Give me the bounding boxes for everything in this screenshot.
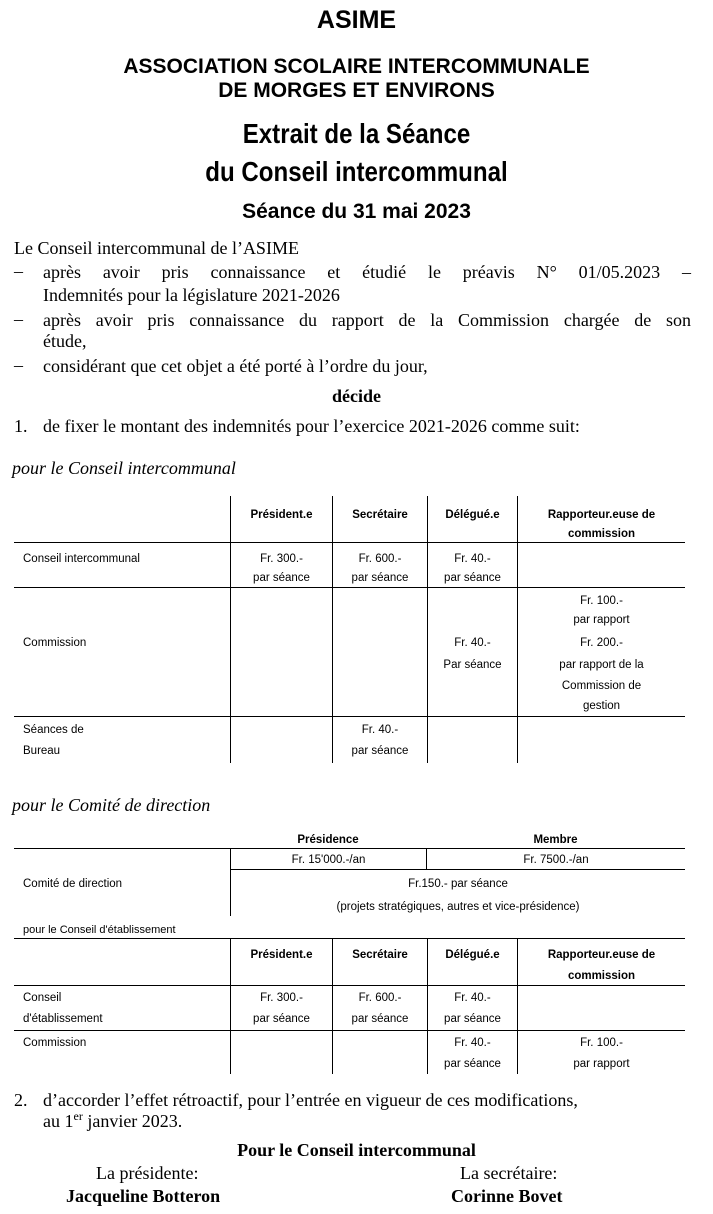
cell-note: (projets stratégiques, autres et vice-présidence) bbox=[336, 901, 580, 913]
bullet-dash: – bbox=[14, 309, 23, 329]
decision2-number: 2. bbox=[14, 1090, 28, 1110]
cell-value: Fr. 100.- bbox=[580, 1037, 623, 1049]
cell-value: Fr. 300.- bbox=[260, 992, 303, 1004]
column-header-delegate: Délégué.e bbox=[445, 509, 500, 521]
cell-unit: par séance bbox=[253, 1013, 310, 1025]
cell-value: Fr. 600.- bbox=[358, 553, 402, 565]
cell-unit: par séance bbox=[444, 1058, 501, 1070]
cell-value: Fr. 40.- bbox=[454, 992, 491, 1004]
column-header-rapporteur: Rapporteur.euse de bbox=[547, 949, 656, 961]
document-title-line2: du Conseil intercommunal bbox=[205, 156, 508, 187]
column-header-rapporteur-line2: commission bbox=[567, 970, 636, 982]
decision2-line1: d’accorder l’effet rétroactif, pour l’entrée en vigueur de ces modifications, bbox=[43, 1090, 578, 1110]
column-header-president: Président.e bbox=[250, 509, 313, 521]
row-label-commission: Commission bbox=[23, 1037, 87, 1049]
cell-value: Fr.150.- par séance bbox=[408, 878, 508, 890]
signature-heading: Pour le Conseil intercommunal bbox=[237, 1140, 476, 1160]
decision2-line2-post: janvier 2023. bbox=[82, 1111, 183, 1131]
column-header-delegate: Délégué.e bbox=[445, 949, 500, 961]
cell-unit: gestion bbox=[582, 700, 621, 712]
decide-heading: décide bbox=[332, 386, 381, 406]
cell-value: Fr. 40.- bbox=[454, 1037, 491, 1049]
preamble-item1-line2: Indemnités pour la législature 2021-2026 bbox=[43, 285, 340, 305]
cell-value: Fr. 100.- bbox=[580, 595, 623, 607]
document-acronym: ASIME bbox=[316, 6, 397, 34]
decision2-line2-pre: au 1 bbox=[43, 1111, 74, 1131]
column-header-rapporteur: Rapporteur.euse de bbox=[547, 509, 656, 521]
cell-unit: Commission de bbox=[561, 680, 642, 692]
cell-value: Fr. 40.- bbox=[454, 553, 491, 565]
cell-unit: par rapport bbox=[573, 614, 630, 626]
cell-unit: par séance bbox=[253, 572, 310, 584]
row-label-conseil-etab: Conseil bbox=[23, 992, 62, 1004]
column-header-rapporteur-line2: commission bbox=[567, 528, 636, 540]
cell-value: Fr. 200.- bbox=[580, 637, 623, 649]
cell-value: Fr. 40.- bbox=[454, 637, 491, 649]
preamble-item2-line2: étude, bbox=[43, 331, 87, 351]
cell-value: Fr. 7500.-/an bbox=[523, 854, 589, 866]
table-etab-caption: pour le Conseil d'établissement bbox=[23, 924, 176, 936]
row-label-conseil-intercommunal: Conseil intercommunal bbox=[23, 553, 140, 565]
column-header-presidence: Présidence bbox=[297, 834, 359, 846]
cell-unit: par séance bbox=[351, 1013, 409, 1025]
preamble-intro: Le Conseil intercommunal de l’ASIME bbox=[14, 238, 299, 258]
cell-value: Fr. 300.- bbox=[260, 553, 303, 565]
cell-unit: par rapport de la bbox=[559, 659, 644, 671]
row-label-commission: Commission bbox=[23, 637, 87, 649]
column-header-membre: Membre bbox=[533, 834, 578, 846]
signature-left-name: Jacqueline Botteron bbox=[66, 1186, 221, 1206]
row-label-bureau: Séances de bbox=[23, 724, 84, 736]
preamble-item1-line1: après avoir pris connaissance et étudié le préavis N° 01/05.2023 – bbox=[43, 262, 691, 282]
decision1-number: 1. bbox=[14, 416, 28, 436]
ordinal-superscript: er bbox=[73, 1109, 83, 1123]
bullet-dash: – bbox=[14, 355, 23, 375]
preamble-item3: considérant que cet objet a été porté à l’ordre du jour, bbox=[43, 356, 428, 376]
row-label-comite-direction: Comité de direction bbox=[23, 878, 123, 890]
document-title-line1: Extrait de la Séance bbox=[242, 118, 471, 149]
cell-unit: par séance bbox=[351, 572, 409, 584]
signature-right-name: Corinne Bovet bbox=[451, 1186, 563, 1206]
column-header-secretary: Secrétaire bbox=[352, 949, 408, 961]
column-header-secretary: Secrétaire bbox=[352, 509, 408, 521]
cell-unit: par séance bbox=[444, 1013, 501, 1025]
cell-value: Fr. 15'000.-/an bbox=[291, 854, 366, 866]
signature-left-role: La présidente: bbox=[96, 1163, 199, 1183]
row-label-conseil-etab-line2: d'établissement bbox=[23, 1013, 103, 1025]
bullet-dash: – bbox=[14, 261, 23, 281]
cell-unit: par séance bbox=[444, 572, 501, 584]
cell-unit: par séance bbox=[351, 745, 409, 757]
cell-unit: Par séance bbox=[443, 659, 502, 671]
cell-unit: par rapport bbox=[573, 1058, 630, 1070]
cell-value: Fr. 40.- bbox=[361, 724, 399, 736]
decision1-text: de fixer le montant des indemnités pour l’exercice 2021-2026 comme suit: bbox=[43, 416, 580, 436]
organization-name-line1: ASSOCIATION SCOLAIRE INTERCOMMUNALE bbox=[123, 55, 590, 78]
cell-value: Fr. 600.- bbox=[358, 992, 402, 1004]
column-header-president: Président.e bbox=[250, 949, 313, 961]
decision2-line2 bbox=[43, 1111, 182, 1131]
row-label-bureau-line2: Bureau bbox=[23, 745, 61, 757]
signature-right-role: La secrétaire: bbox=[460, 1163, 558, 1183]
preamble-item2-line1: après avoir pris connaissance du rapport de la Commission chargée de son bbox=[43, 310, 691, 330]
organization-name-line2: DE MORGES ET ENVIRONS bbox=[218, 79, 495, 102]
table-comite-caption: pour le Comité de direction bbox=[12, 795, 211, 815]
session-date: Séance du 31 mai 2023 bbox=[242, 200, 471, 223]
table-conseil-caption: pour le Conseil intercommunal bbox=[12, 458, 236, 478]
